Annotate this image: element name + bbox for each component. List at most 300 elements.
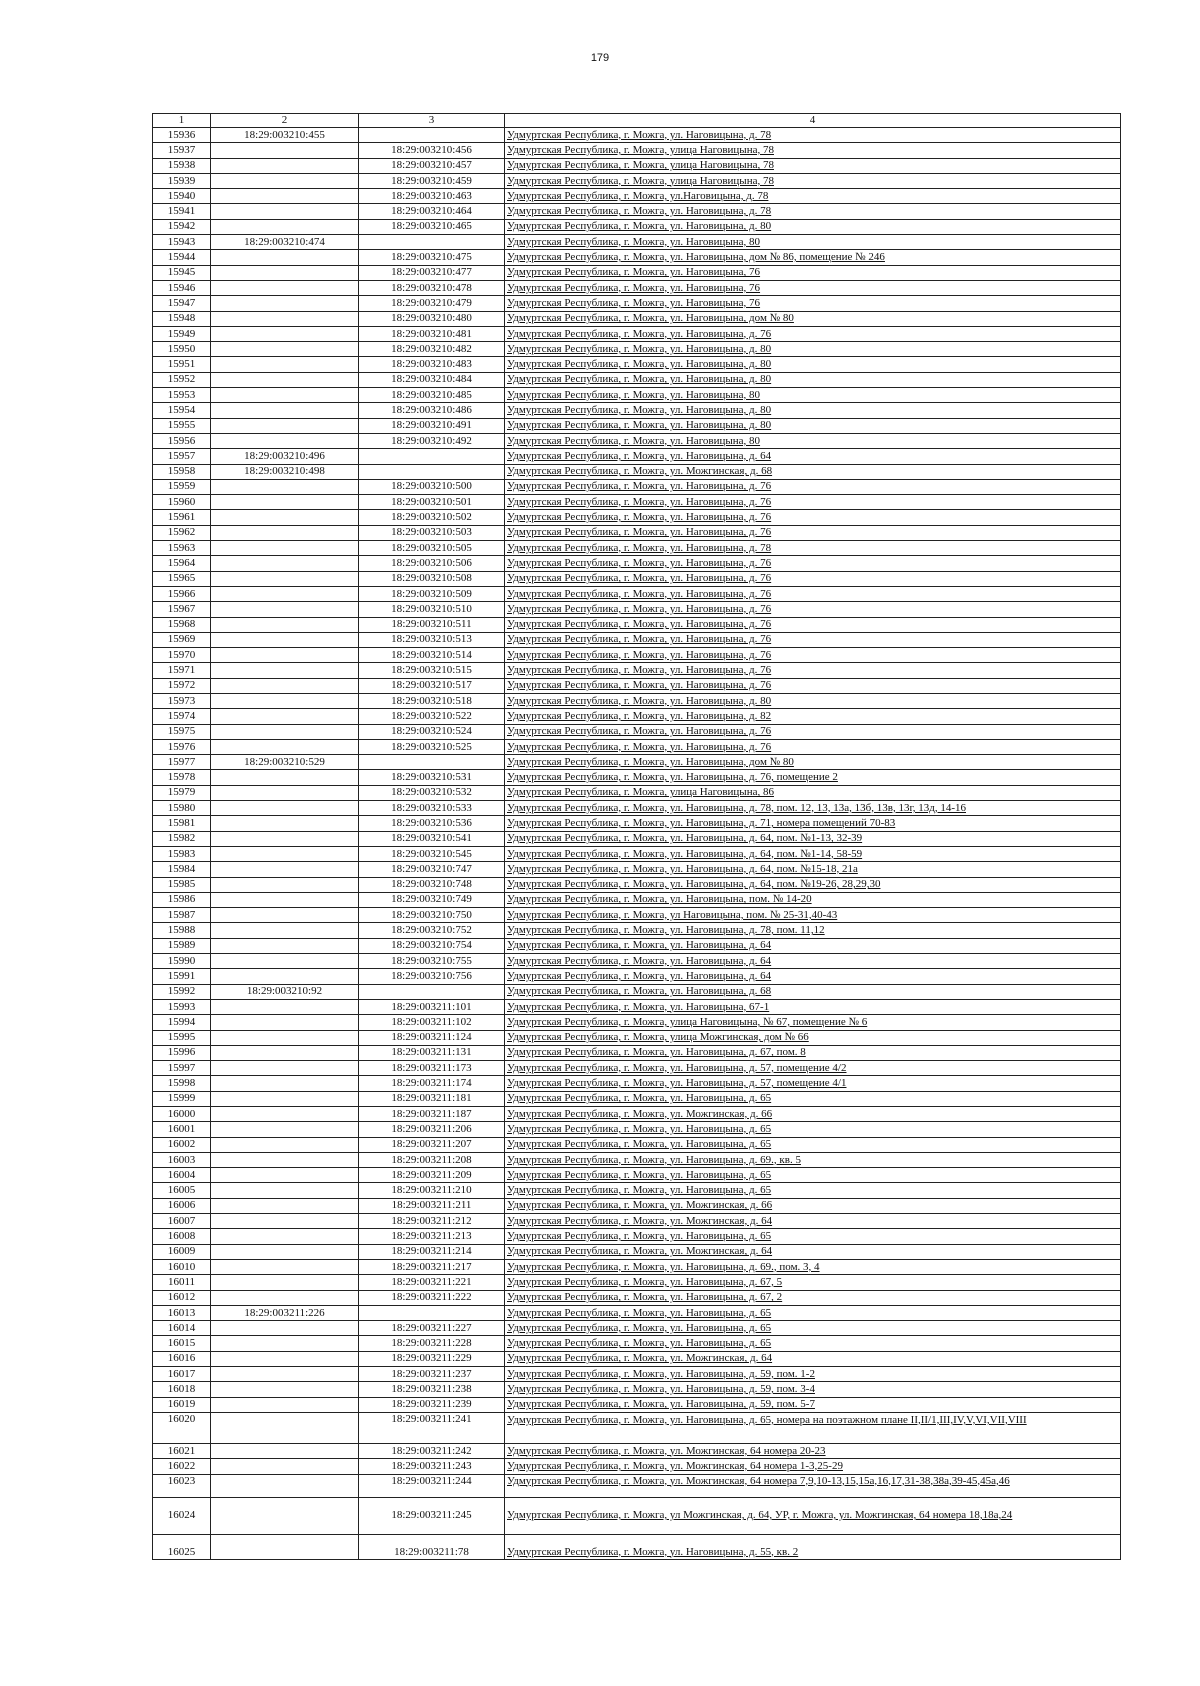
row-number-cell: 16014 [153,1321,211,1336]
table-row [153,173,1121,188]
table-row [153,617,1121,632]
table-row [153,495,1121,510]
row-number-cell: 15946 [153,280,211,295]
parcel-number-cell [211,908,359,923]
row-number-cell: 16005 [153,1183,211,1198]
table-row [153,1290,1121,1305]
address-cell: Удмуртская Республика, г. Можга, ул. Наговицына, д. 64, пом. №19-26, 28,29,30 [505,877,1121,892]
object-number-cell: 18:29:003210:506 [359,556,505,571]
parcel-number-cell [211,724,359,739]
row-number-cell: 15980 [153,801,211,816]
row-number-cell: 15949 [153,326,211,341]
address-cell: Удмуртская Республика, г. Можга, ул. Можгинская, 64 номера 7,9,10-13,15,15а,16,17,31-38,38а,39-45,45а,46 [505,1474,1121,1497]
address-cell: Удмуртская Республика, г. Можга, ул. Наговицына, пом. № 14-20 [505,892,1121,907]
row-number-cell: 15986 [153,892,211,907]
object-number-cell: 18:29:003210:545 [359,846,505,861]
table-row [153,464,1121,479]
table-row [153,678,1121,693]
address-cell: Удмуртская Республика, г. Можга, ул. Наговицына, д. 76 [505,510,1121,525]
table-row [153,479,1121,494]
address-cell: Удмуртская Республика, г. Можга, ул. Наговицына, 80 [505,235,1121,250]
parcel-number-cell [211,1412,359,1443]
object-number-cell: 18:29:003210:482 [359,342,505,357]
parcel-number-cell [211,1275,359,1290]
table-row [153,418,1121,433]
address-cell: Удмуртская Республика, г. Можга, ул. Наговицына, д. 65 [505,1336,1121,1351]
row-number-cell: 16006 [153,1198,211,1213]
table-row [153,1229,1121,1244]
object-number-cell: 18:29:003210:517 [359,678,505,693]
table-row [153,372,1121,387]
parcel-number-cell [211,1290,359,1305]
address-cell: Удмуртская Республика, г. Можга, ул. Наговицына, д. 76 [505,556,1121,571]
parcel-number-cell [211,1076,359,1091]
table-row [153,128,1121,143]
object-number-cell: 18:29:003210:752 [359,923,505,938]
address-cell: Удмуртская Республика, г. Можга, ул. Наговицына, д. 78, пом. 12, 13, 13а, 13б, 13в, 13г, 13д, 14-16 [505,801,1121,816]
address-cell: Удмуртская Республика, г. Можга, ул. Наговицына, д. 80 [505,342,1121,357]
row-number-cell: 15966 [153,586,211,601]
row-number-cell: 15984 [153,862,211,877]
object-number-cell: 18:29:003210:536 [359,816,505,831]
parcel-number-cell [211,1107,359,1122]
address-cell: Удмуртская Республика, г. Можга, ул. Наговицына, д. 69., кв. 5 [505,1152,1121,1167]
address-cell: Удмуртская Республика, г. Можга, ул. Наговицына, д. 76 [505,648,1121,663]
table-row [153,954,1121,969]
row-number-cell: 15962 [153,525,211,540]
table-row [153,755,1121,770]
object-number-cell [359,984,505,999]
table-row [153,663,1121,678]
row-number-cell: 15938 [153,158,211,173]
parcel-number-cell [211,954,359,969]
row-number-cell: 15973 [153,693,211,708]
parcel-number-cell [211,571,359,586]
object-number-cell: 18:29:003210:756 [359,969,505,984]
parcel-number-cell [211,342,359,357]
address-cell: Удмуртская Республика, г. Можга, ул. Наговицына, дом № 86, помещение № 246 [505,250,1121,265]
table-row [153,1412,1121,1443]
row-number-cell: 15957 [153,449,211,464]
address-cell: Удмуртская Республика, г. Можга, ул. Наговицына, д. 80 [505,372,1121,387]
parcel-number-cell [211,1497,359,1534]
table-row [153,219,1121,234]
parcel-number-cell [211,1397,359,1412]
table-row [153,1244,1121,1259]
parcel-number-cell [211,1321,359,1336]
parcel-number-cell: 18:29:003211:226 [211,1305,359,1320]
parcel-number-cell [211,938,359,953]
row-number-cell: 15954 [153,403,211,418]
row-number-cell: 15972 [153,678,211,693]
address-cell: Удмуртская Республика, г. Можга, ул. Наговицына, д. 82 [505,709,1121,724]
parcel-number-cell: 18:29:003210:496 [211,449,359,464]
parcel-number-cell [211,510,359,525]
row-number-cell: 16012 [153,1290,211,1305]
table-row [153,969,1121,984]
parcel-number-cell [211,403,359,418]
address-cell: Удмуртская Республика, г. Можга, ул. Наговицына, д. 80 [505,403,1121,418]
address-cell: Удмуртская Республика, г. Можга, улица Наговицына, 78 [505,158,1121,173]
object-number-cell: 18:29:003211:245 [359,1497,505,1534]
parcel-number-cell [211,1045,359,1060]
row-number-cell: 15991 [153,969,211,984]
object-number-cell: 18:29:003211:241 [359,1412,505,1443]
address-cell: Удмуртская Республика, г. Можга, ул.Наговицына, д. 78 [505,189,1121,204]
address-cell: Удмуртская Республика, г. Можга, ул. Наговицына, д. 55, кв. 2 [505,1534,1121,1559]
parcel-number-cell [211,525,359,540]
row-number-cell: 16021 [153,1443,211,1458]
row-number-cell: 15970 [153,648,211,663]
row-number-cell: 15953 [153,388,211,403]
address-cell: Удмуртская Республика, г. Можга, ул. Наговицына, д. 76 [505,617,1121,632]
row-number-cell: 15967 [153,602,211,617]
row-number-cell: 15952 [153,372,211,387]
parcel-number-cell [211,1015,359,1030]
address-cell: Удмуртская Республика, г. Можга, улица Наговицына, 86 [505,785,1121,800]
parcel-number-cell [211,326,359,341]
address-cell: Удмуртская Республика, г. Можга, ул. Наговицына, д. 59, пом. 5-7 [505,1397,1121,1412]
parcel-number-cell [211,770,359,785]
table-row [153,342,1121,357]
parcel-number-cell [211,602,359,617]
object-number-cell: 18:29:003211:228 [359,1336,505,1351]
table-row [153,541,1121,556]
object-number-cell: 18:29:003210:524 [359,724,505,739]
parcel-number-cell [211,296,359,311]
address-cell: Удмуртская Республика, г. Можга, ул. Наговицына, д. 57, помещение 4/2 [505,1061,1121,1076]
parcel-number-cell [211,969,359,984]
row-number-cell: 15977 [153,755,211,770]
address-cell: Удмуртская Республика, г. Можга, ул. Наговицына, 76 [505,280,1121,295]
object-number-cell: 18:29:003210:456 [359,143,505,158]
table-row [153,1015,1121,1030]
object-number-cell: 18:29:003210:532 [359,785,505,800]
address-cell: Удмуртская Республика, г. Можга, ул. Можгинская, д. 64 [505,1214,1121,1229]
address-cell: Удмуртская Республика, г. Можга, ул. Наговицына, д. 78, пом. 11,12 [505,923,1121,938]
object-number-cell: 18:29:003210:459 [359,173,505,188]
row-number-cell: 15964 [153,556,211,571]
object-number-cell: 18:29:003210:505 [359,541,505,556]
table-row [153,938,1121,953]
row-number-cell: 15988 [153,923,211,938]
address-cell: Удмуртская Республика, г. Можга, улица Наговицына, 78 [505,173,1121,188]
row-number-cell: 16004 [153,1168,211,1183]
parcel-number-cell [211,189,359,204]
table-row [153,1076,1121,1091]
address-cell: Удмуртская Республика, г. Можга, ул. Наговицына, д. 65, номера на поэтажном плане II,II/1,III,IV,V,VI,VII,VIII [505,1412,1121,1443]
row-number-cell: 15982 [153,831,211,846]
parcel-number-cell [211,143,359,158]
row-number-cell: 15975 [153,724,211,739]
address-cell: Удмуртская Республика, г. Можга, ул. Наговицына, д. 80 [505,418,1121,433]
address-cell: Удмуртская Республика, г. Можга, ул. Наговицына, д. 76 [505,678,1121,693]
row-number-cell: 15968 [153,617,211,632]
parcel-number-cell [211,250,359,265]
table-row [153,908,1121,923]
table-row [153,1107,1121,1122]
row-number-cell: 15993 [153,999,211,1014]
table-row [153,143,1121,158]
object-number-cell: 18:29:003211:209 [359,1168,505,1183]
address-cell: Удмуртская Республика, г. Можга, ул. Наговицына, д. 65 [505,1137,1121,1152]
row-number-cell: 15941 [153,204,211,219]
row-number-cell: 15940 [153,189,211,204]
row-number-cell: 16016 [153,1351,211,1366]
object-number-cell: 18:29:003210:484 [359,372,505,387]
address-cell: Удмуртская Республика, г. Можга, ул. Наговицына, 76 [505,265,1121,280]
row-number-cell: 15951 [153,357,211,372]
table-row [153,1137,1121,1152]
object-number-cell: 18:29:003210:750 [359,908,505,923]
address-cell: Удмуртская Республика, г. Можга, ул. Наговицына, д. 64 [505,954,1121,969]
object-number-cell [359,464,505,479]
object-number-cell: 18:29:003210:481 [359,326,505,341]
address-cell: Удмуртская Республика, г. Можга, ул. Наговицына, д. 64, пом. №15-18, 21а [505,862,1121,877]
parcel-number-cell [211,479,359,494]
parcel-number-cell [211,1351,359,1366]
parcel-number-cell [211,173,359,188]
parcel-number-cell [211,862,359,877]
row-number-cell: 15985 [153,877,211,892]
object-number-cell: 18:29:003210:457 [359,158,505,173]
row-number-cell: 15974 [153,709,211,724]
table-row [153,1474,1121,1497]
row-number-cell: 15971 [153,663,211,678]
object-number-cell: 18:29:003211:207 [359,1137,505,1152]
table-row [153,648,1121,663]
row-number-cell: 15960 [153,495,211,510]
address-cell: Удмуртская Республика, г. Можга, ул. Наговицына, д. 65 [505,1183,1121,1198]
parcel-number-cell [211,617,359,632]
row-number-cell: 15947 [153,296,211,311]
parcel-number-cell [211,586,359,601]
parcel-number-cell: 18:29:003210:474 [211,235,359,250]
address-cell: Удмуртская Республика, г. Можга, ул. Наговицына, д. 67, 2 [505,1290,1121,1305]
object-number-cell: 18:29:003211:243 [359,1459,505,1474]
object-number-cell: 18:29:003211:242 [359,1443,505,1458]
object-number-cell: 18:29:003211:217 [359,1259,505,1274]
row-number-cell: 15995 [153,1030,211,1045]
object-number-cell: 18:29:003210:502 [359,510,505,525]
parcel-number-cell [211,739,359,754]
address-cell: Удмуртская Республика, г. Можга, ул. Можгинская, д. 64 [505,1244,1121,1259]
parcel-number-cell [211,1061,359,1076]
address-cell: Удмуртская Республика, г. Можга, ул. Наговицына, 76 [505,296,1121,311]
table-row [153,1030,1121,1045]
row-number-cell: 16000 [153,1107,211,1122]
row-number-cell: 16018 [153,1382,211,1397]
row-number-cell: 15994 [153,1015,211,1030]
table-row [153,1061,1121,1076]
column-header: 2 [211,114,359,128]
address-cell: Удмуртская Республика, г. Можга, ул. Наговицына, д. 65 [505,1229,1121,1244]
row-number-cell: 15942 [153,219,211,234]
row-number-cell: 16024 [153,1497,211,1534]
table-header-row [153,114,1121,128]
parcel-number-cell [211,1336,359,1351]
parcel-number-cell [211,999,359,1014]
address-cell: Удмуртская Республика, г. Можга, ул. Наговицына, 80 [505,388,1121,403]
address-cell: Удмуртская Республика, г. Можга, ул. Можгинская, 64 номера 1-3,25-29 [505,1459,1121,1474]
table-row [153,403,1121,418]
row-number-cell: 16015 [153,1336,211,1351]
table-row [153,1321,1121,1336]
parcel-number-cell [211,1183,359,1198]
address-cell: Удмуртская Республика, г. Можга, ул. Наговицына, д. 64 [505,938,1121,953]
parcel-number-cell [211,1229,359,1244]
table-row [153,632,1121,647]
parcel-number-cell [211,1259,359,1274]
row-number-cell: 15936 [153,128,211,143]
row-number-cell: 16002 [153,1137,211,1152]
address-cell: Удмуртская Республика, г. Можга, ул. Наговицына, дом № 80 [505,755,1121,770]
parcel-number-cell [211,1459,359,1474]
address-cell: Удмуртская Республика, г. Можга, ул. Наговицына, д. 59, пом. 3-4 [505,1382,1121,1397]
parcel-number-cell [211,801,359,816]
table-row [153,235,1121,250]
table-row [153,1152,1121,1167]
object-number-cell: 18:29:003211:221 [359,1275,505,1290]
row-number-cell: 15976 [153,739,211,754]
table-row [153,449,1121,464]
table-row [153,433,1121,448]
parcel-number-cell [211,265,359,280]
column-header: 1 [153,114,211,128]
table-row [153,801,1121,816]
parcel-number-cell [211,923,359,938]
address-cell: Удмуртская Республика, г. Можга, ул. Наговицына, д. 57, помещение 4/1 [505,1076,1121,1091]
address-cell: Удмуртская Республика, г. Можга, ул. Наговицына, д. 67, 5 [505,1275,1121,1290]
parcel-number-cell [211,678,359,693]
row-number-cell: 15955 [153,418,211,433]
row-number-cell: 15944 [153,250,211,265]
object-number-cell: 18:29:003210:508 [359,571,505,586]
row-number-cell: 16019 [153,1397,211,1412]
row-number-cell: 15965 [153,571,211,586]
address-cell: Удмуртская Республика, г. Можга, ул. Наговицына, д. 69., пом. 3, 4 [505,1259,1121,1274]
parcel-number-cell [211,1382,359,1397]
table-row [153,724,1121,739]
address-cell: Удмуртская Республика, г. Можга, ул. Можгинская, 64 номера 20-23 [505,1443,1121,1458]
row-number-cell: 15959 [153,479,211,494]
object-number-cell: 18:29:003210:509 [359,586,505,601]
parcel-number-cell [211,709,359,724]
parcel-number-cell [211,1137,359,1152]
row-number-cell: 15999 [153,1091,211,1106]
parcel-number-cell [211,311,359,326]
address-cell: Удмуртская Республика, г. Можга, ул. Наговицына, д. 78 [505,128,1121,143]
table-row [153,1045,1121,1060]
row-number-cell: 15950 [153,342,211,357]
row-number-cell: 15981 [153,816,211,831]
row-number-cell: 15945 [153,265,211,280]
address-cell: Удмуртская Республика, г. Можга, ул. Наговицына, д. 65 [505,1122,1121,1137]
address-cell: Удмуртская Республика, г. Можга, ул. Можгинская, д. 66 [505,1107,1121,1122]
parcel-number-cell [211,1030,359,1045]
row-number-cell: 15937 [153,143,211,158]
row-number-cell: 16010 [153,1259,211,1274]
object-number-cell: 18:29:003211:210 [359,1183,505,1198]
address-cell: Удмуртская Республика, г. Можга, улица Наговицына, 78 [505,143,1121,158]
address-cell: Удмуртская Республика, г. Можга, ул. Наговицына, д. 65 [505,1091,1121,1106]
address-cell: Удмуртская Республика, г. Можга, ул. Наговицына, д. 68 [505,984,1121,999]
address-cell: Удмуртская Республика, г. Можга, ул. Наговицына, д. 76 [505,739,1121,754]
table-row [153,525,1121,540]
parcel-number-cell [211,158,359,173]
row-number-cell: 15958 [153,464,211,479]
object-number-cell: 18:29:003210:533 [359,801,505,816]
address-cell: Удмуртская Республика, г. Можга, ул. Наговицына, д. 64 [505,449,1121,464]
table-row [153,892,1121,907]
object-number-cell: 18:29:003211:222 [359,1290,505,1305]
row-number-cell: 16011 [153,1275,211,1290]
object-number-cell: 18:29:003211:239 [359,1397,505,1412]
parcel-number-cell [211,495,359,510]
address-cell: Удмуртская Республика, г. Можга, ул. Наговицына, дом № 80 [505,311,1121,326]
address-cell: Удмуртская Республика, г. Можга, ул. Наговицына, д. 76 [505,495,1121,510]
table-row [153,280,1121,295]
table-row [153,1168,1121,1183]
table-row [153,984,1121,999]
object-number-cell: 18:29:003210:501 [359,495,505,510]
object-number-cell: 18:29:003210:511 [359,617,505,632]
parcel-number-cell [211,1198,359,1213]
row-number-cell: 16017 [153,1367,211,1382]
row-number-cell: 16007 [153,1214,211,1229]
table-row [153,250,1121,265]
table-row [153,816,1121,831]
table-row [153,586,1121,601]
row-number-cell: 15996 [153,1045,211,1060]
row-number-cell: 15969 [153,632,211,647]
address-cell: Удмуртская Республика, г. Можга, ул. Наговицына, д. 76 [505,724,1121,739]
object-number-cell: 18:29:003211:212 [359,1214,505,1229]
parcel-number-cell [211,892,359,907]
object-number-cell: 18:29:003211:206 [359,1122,505,1137]
table-row [153,877,1121,892]
object-number-cell: 18:29:003210:513 [359,632,505,647]
table-row [153,1198,1121,1213]
table-row [153,1367,1121,1382]
table-row [153,923,1121,938]
object-number-cell: 18:29:003210:515 [359,663,505,678]
parcel-number-cell [211,632,359,647]
table-row [153,510,1121,525]
row-number-cell: 16009 [153,1244,211,1259]
parcel-number-cell [211,648,359,663]
parcel-number-cell [211,1152,359,1167]
column-header: 4 [505,114,1121,128]
page-number: 179 [590,52,610,64]
row-number-cell: 16008 [153,1229,211,1244]
table-row [153,1214,1121,1229]
row-number-cell: 16025 [153,1534,211,1559]
table-row [153,1336,1121,1351]
address-cell: Удмуртская Республика, г. Можга, ул. Наговицына, д. 80 [505,357,1121,372]
table-row [153,189,1121,204]
table-row [153,1275,1121,1290]
table-row [153,388,1121,403]
parcel-number-cell [211,418,359,433]
row-number-cell: 16023 [153,1474,211,1497]
address-cell: Удмуртская Республика, г. Можга, ул. Наговицына, д. 65 [505,1321,1121,1336]
parcel-number-cell [211,816,359,831]
parcel-number-cell [211,877,359,892]
object-number-cell: 18:29:003210:486 [359,403,505,418]
table-row [153,204,1121,219]
row-number-cell: 15987 [153,908,211,923]
